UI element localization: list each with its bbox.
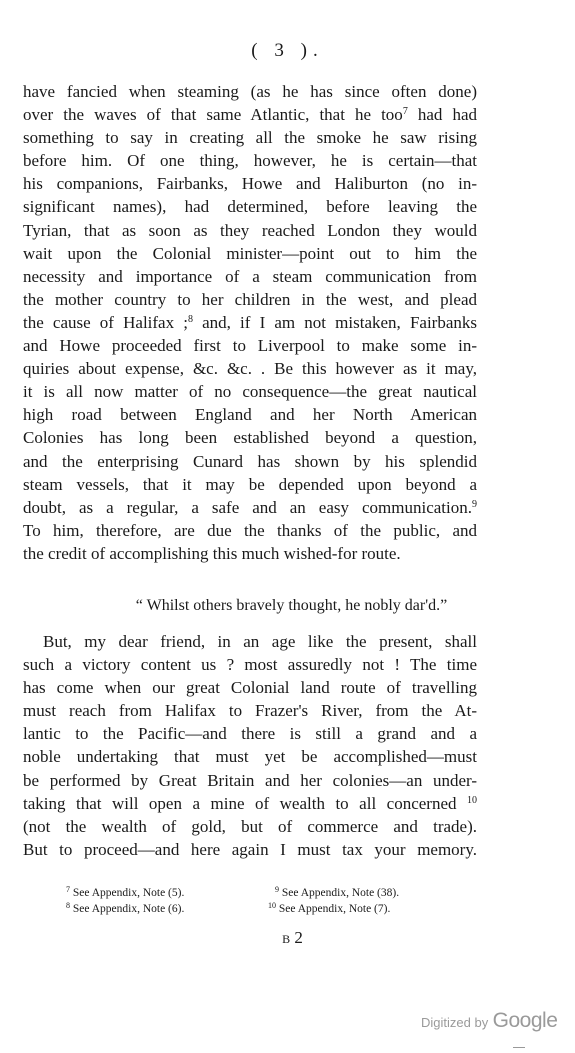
text-line: To him, therefore, are due the thanks of the public, and: [23, 520, 477, 540]
text-line: taking that will open a mine of wealth to all concerned $^{10}$: [23, 793, 477, 813]
text-line: steam vessels, that it may be depended upon beyond a: [23, 474, 477, 494]
paragraph-1: [23, 80, 477, 565]
signature-mark: B 2: [282, 928, 303, 947]
scan-mark: [513, 1047, 525, 1048]
google-logo: Google: [492, 1009, 558, 1032]
footnote-7: $^7$ See Appendix, Note (5).: [66, 885, 185, 899]
text-line: his companions, Fairbanks, Howe and Haliburton (no in-: [23, 174, 477, 194]
text-line: noble undertaking that must yet be accomplished—must: [23, 747, 477, 767]
page-number: ( 3 ).: [251, 40, 324, 61]
quotation: “ Whilst others bravely thought, he nobly dar'd.”: [135, 597, 448, 614]
digitized-watermark: Digitized by Google: [421, 1009, 558, 1032]
text-line: before him. Of one thing, however, he is certain—that: [23, 151, 477, 171]
text-line: it is all now matter of no consequence—the great nautical: [23, 382, 477, 402]
footnote-8: $^8$ See Appendix, Note (6).: [66, 901, 185, 915]
text-line: must reach from Halifax to Frazer's River, from the At-: [23, 701, 477, 721]
footnote-ref-9: 9: [472, 498, 477, 510]
text-line: But, my dear friend, in an age like the present, shall: [43, 632, 477, 651]
text-line: something to say in creating all the smoke he saw rising: [23, 128, 477, 148]
text-line: Tyrian, that as soon as they reached London they would: [23, 220, 477, 240]
text-line: and Howe proceeded first to Liverpool to make some in-: [23, 336, 477, 356]
footnote-ref-7: 7: [402, 106, 408, 118]
text-line: necessity and importance of a steam communication from: [23, 266, 477, 286]
text-line: the credit of accomplishing this much wished-for route.: [23, 543, 401, 563]
text-line: lantic to the Pacific—and there is still a grand and a: [23, 724, 477, 744]
text-line: (not the wealth of gold, but of commerce and trade).: [23, 816, 477, 836]
text-line: significant names), had determined, before leaving the: [23, 197, 477, 217]
text-line: over the waves of that same Atlantic, that he too$^7$ had had: [23, 105, 477, 125]
text-line: such a victory content us ? most assuredly not ! The time: [23, 655, 477, 675]
footnote-9: $^9$ See Appendix, Note (38).: [275, 885, 400, 899]
text-line: wait upon the Colonial minister—point out to him the: [23, 243, 477, 263]
text-line: Colonies has long been established beyond a question,: [23, 428, 477, 448]
text-line: be performed by Great Britain and her colonies—an under-: [23, 770, 477, 790]
text-line: doubt, as a regular, a safe and an easy communication.$^9$: [23, 497, 477, 517]
text-line: has come when our great Colonial land route of travelling: [23, 678, 477, 698]
text-line: quiries about expense, &c. &c. . Be this however as it may,: [23, 359, 477, 379]
text-line: the cause of Halifax ;$^8$ and, if I am not mistaken, Fairbanks: [23, 312, 477, 332]
text-line: the mother country to her children in the west, and plead: [23, 289, 477, 309]
footnote-10: $^{10}$ See Appendix, Note (7).: [268, 901, 391, 915]
text-line: But to proceed—and here again I must tax your memory.: [23, 839, 477, 859]
footnote-ref-8: 8: [187, 313, 193, 325]
text-line: have fancied when steaming (as he has since often done): [23, 82, 477, 101]
footnote-ref-10: 10: [467, 794, 477, 806]
paragraph-2: [23, 630, 477, 861]
text-line: and the enterprising Cunard has shown by his splendid: [23, 451, 477, 471]
text-line: high road between England and her North American: [23, 405, 477, 425]
